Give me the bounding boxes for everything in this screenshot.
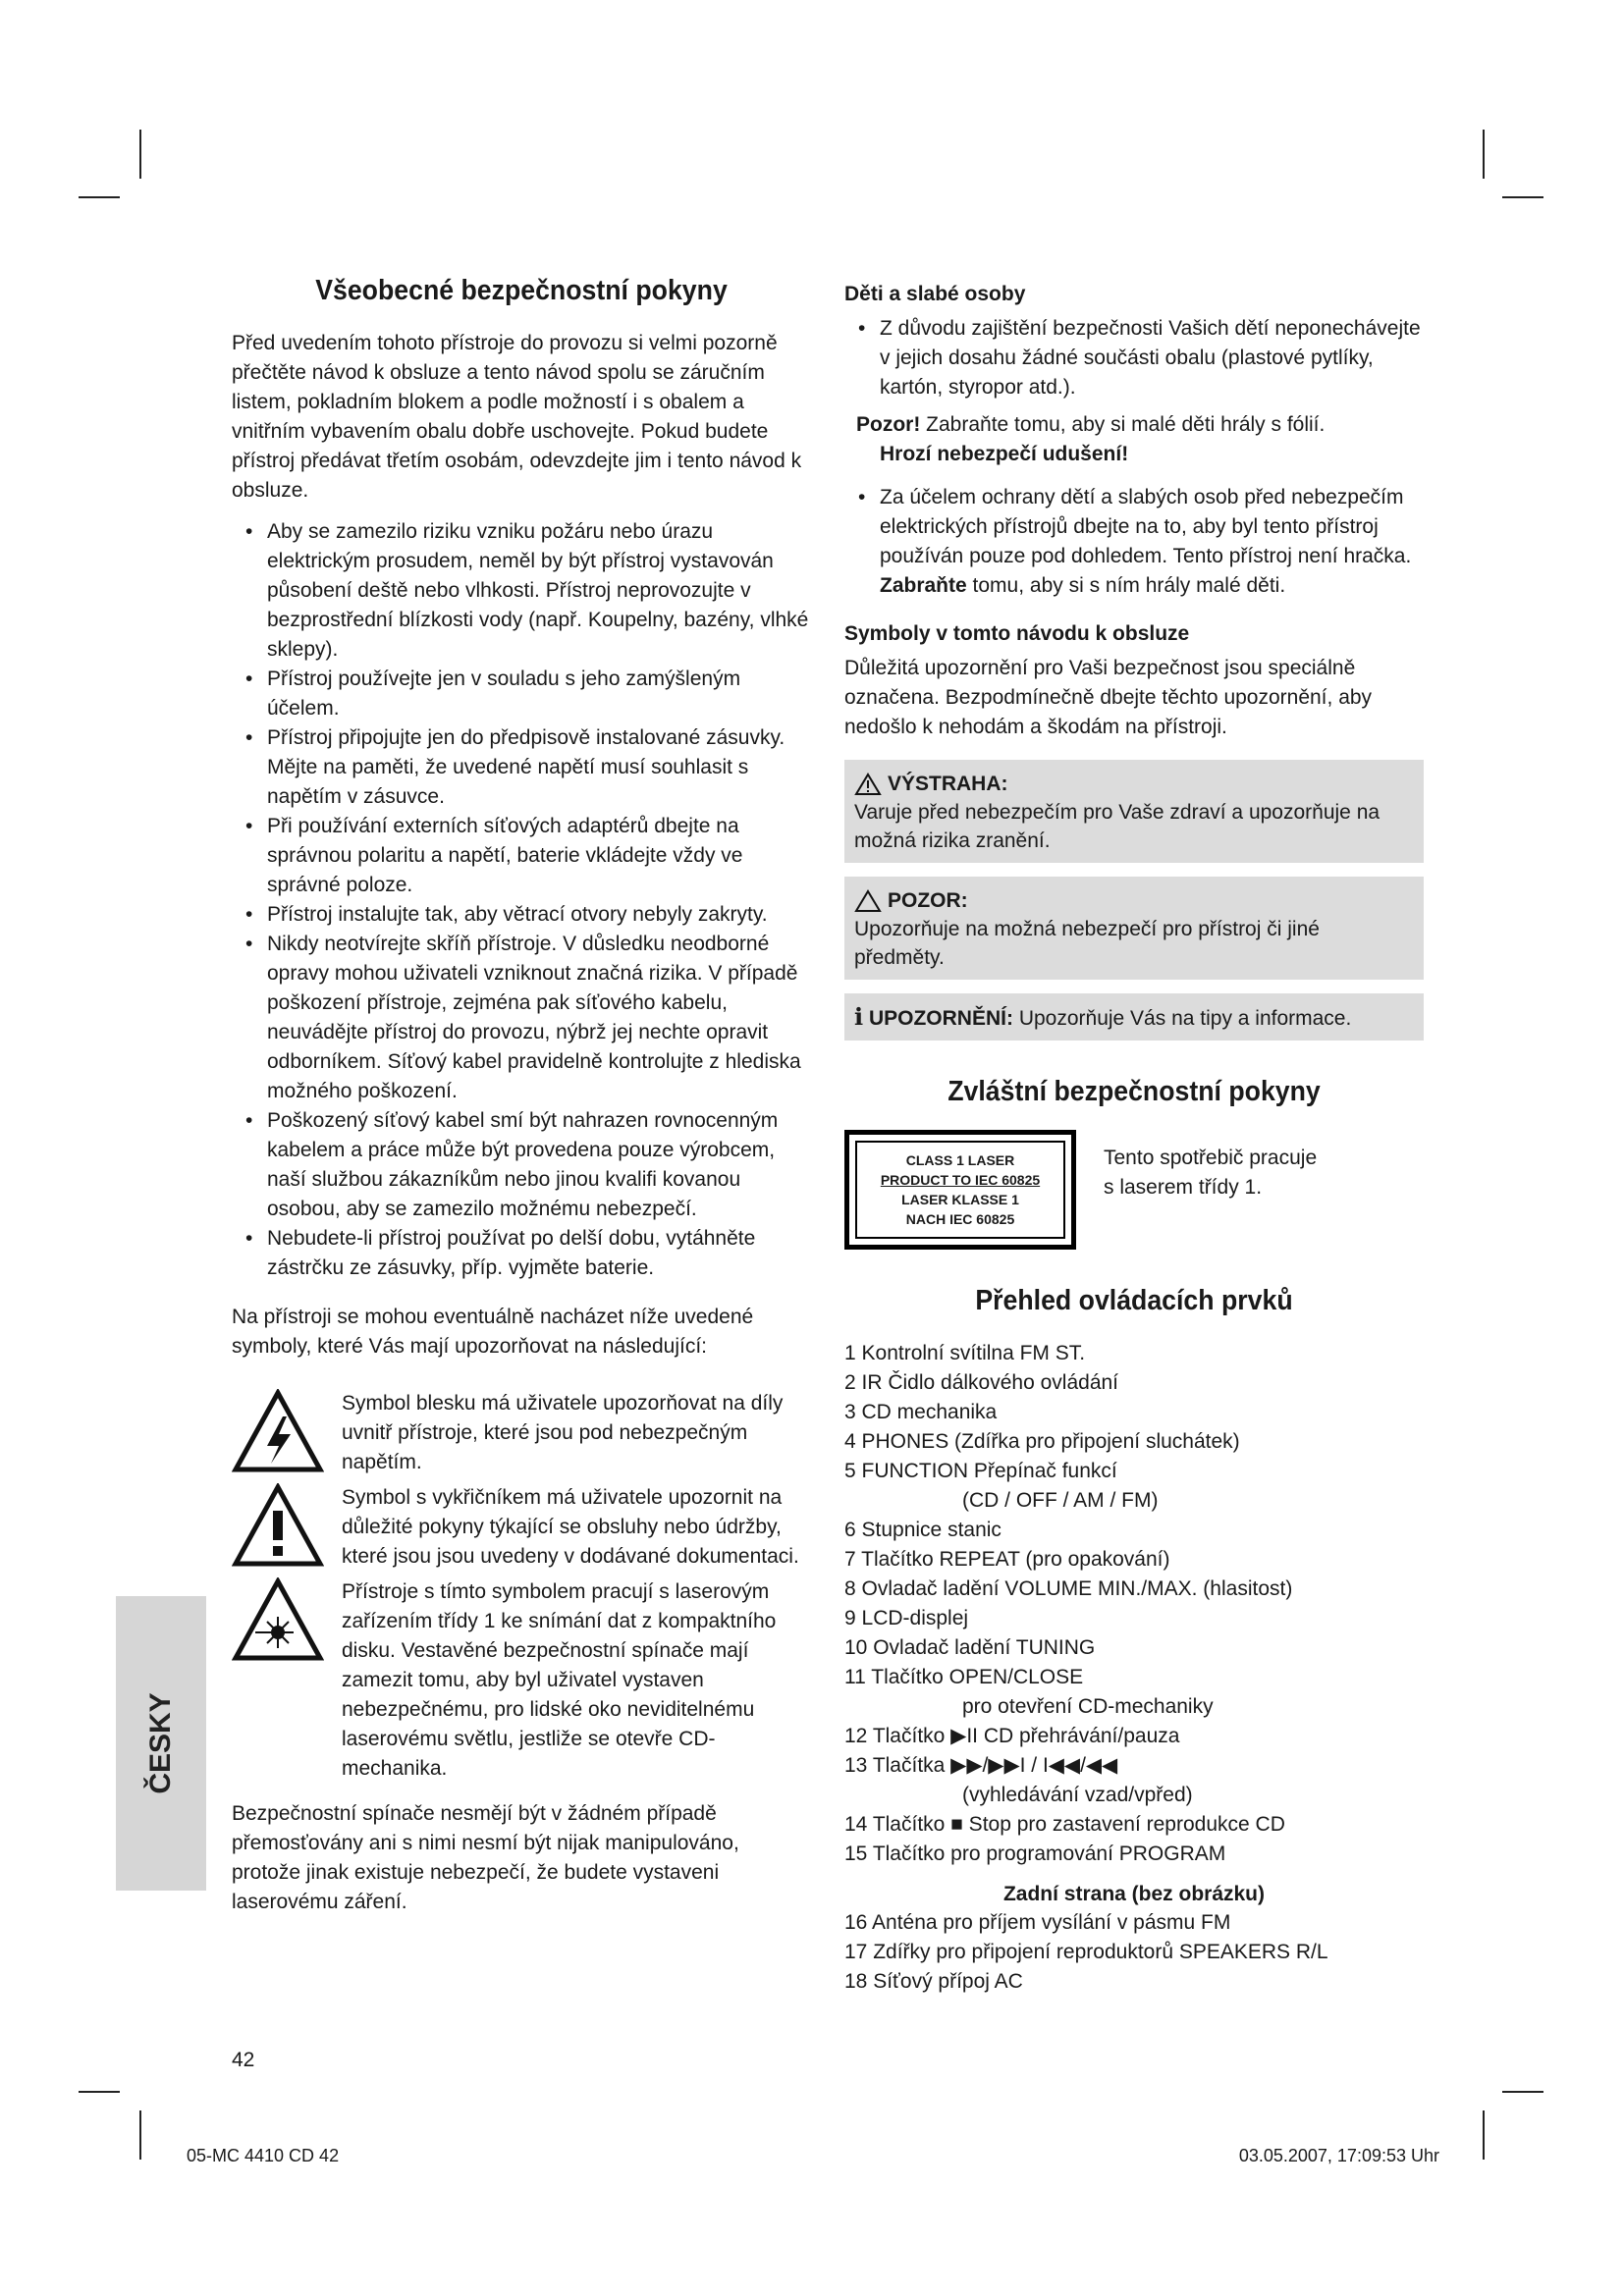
caution-box bbox=[844, 877, 1424, 980]
crop-mark bbox=[1483, 130, 1485, 179]
children-bullets-2 bbox=[844, 483, 1424, 601]
symbol-laser-text: Přístroje s tímto symbolem pracují s laserovým zařízením třídy 1 ke snímání dat z kompaktního disku. Vestavěné bezpečnostní spínače mají zamezit tomu, aby byl uživatel vystaven nebezpečnému, pro lidské oko neviditelnému laserovému světlu, jestliže se otevře CD-mechanika. bbox=[342, 1580, 777, 1780]
list-item: (vyhledávání vzad/vpřed) bbox=[962, 1784, 1193, 1806]
list-item: • Přístroj instalujte tak, aby větrací otvory nebyly zakryty. bbox=[232, 900, 811, 930]
laser-class-row bbox=[844, 1130, 1424, 1250]
caution-head-label: POZOR: bbox=[888, 889, 968, 912]
right-column bbox=[844, 275, 1424, 2010]
children-bullet2-bold: Zabraňte bbox=[880, 574, 967, 597]
list-item: 4 PHONES (Zdířka pro připojení sluchátek) bbox=[844, 1430, 1240, 1453]
list-item: 9 LCD-displej bbox=[844, 1607, 969, 1629]
laser-label-line: PRODUCT TO IEC 60825 bbox=[880, 1172, 1041, 1188]
pozor-note bbox=[856, 410, 1424, 469]
list-item: 3 CD mechanika bbox=[844, 1401, 998, 1423]
list-item: 15 Tlačítko pro programování PROGRAM bbox=[844, 1842, 1226, 1865]
list-item: 2 IR Čidlo dálkového ovládání bbox=[844, 1371, 1119, 1394]
symbol-exclamation-text: Symbol s vykřičníkem má uživatele upozornit na důležité pokyny týkající se obsluhy nebo údržby, které jsou jsou uvedeny v dodávané dokumentaci. bbox=[342, 1486, 799, 1568]
safety-bullet-list bbox=[232, 517, 811, 1283]
laser-warning-icon bbox=[232, 1577, 324, 1662]
crop-mark bbox=[1483, 2110, 1485, 2160]
caution-head bbox=[854, 886, 1414, 915]
warning-text: Varuje před nebezpečím pro Vaše zdraví a upozorňuje na možná rizika zranění. bbox=[854, 801, 1380, 852]
laser-label-line: LASER KLASSE 1 bbox=[901, 1192, 1019, 1207]
caution-triangle-icon bbox=[854, 889, 882, 913]
pozor-label: Pozor! bbox=[856, 413, 921, 436]
general-safety-title: Všeobecné bezpečnostní pokyny bbox=[315, 275, 728, 306]
children-title: Děti a slabé osoby bbox=[844, 283, 1026, 305]
crop-mark bbox=[139, 2110, 141, 2160]
laser-text: Tento spotřebič pracuje s laserem třídy 1. bbox=[1104, 1147, 1318, 1199]
language-tab-label: ČESKY bbox=[144, 1692, 177, 1794]
pozor-bold: Hrozí nebezpečí udušení! bbox=[880, 443, 1129, 465]
children-bullet2-text: Za účelem ochrany dětí a slabých osob před nebezpečím elektrických přístrojů dbejte na to, aby byl tento přístroj používán pouze pod dohledem. Tento přístroj není hračka. bbox=[880, 486, 1412, 567]
list-item: 18 Síťový přípoj AC bbox=[844, 1970, 1023, 1993]
list-item: 11 Tlačítko OPEN/CLOSE bbox=[844, 1666, 1084, 1688]
warning-head-label: VÝSTRAHA: bbox=[888, 773, 1008, 795]
info-icon: ℹ bbox=[854, 1004, 864, 1031]
list-item: 8 Ovladač ladění VOLUME MIN./MAX. (hlasitost) bbox=[844, 1577, 1293, 1600]
page-number: 42 bbox=[232, 2049, 255, 2071]
warning-box bbox=[844, 760, 1424, 863]
crop-mark bbox=[1502, 2091, 1543, 2093]
list-item: • Při používání externích síťových adaptérů dbejte na správnou polaritu a napětí, baterie vkládejte vždy ve správné poloze. bbox=[232, 812, 811, 900]
crop-mark bbox=[79, 2091, 120, 2093]
list-item: (CD / OFF / AM / FM) bbox=[962, 1489, 1159, 1512]
closing-paragraph: Bezpečnostní spínače nesmějí být v žádném případě přemosťovány ani s nimi nesmí být nijak manipulováno, protože jinak existuje nebezpečí, že budete vystaveni laserovému záření. bbox=[232, 1802, 739, 1913]
laser-label-line: NACH IEC 60825 bbox=[905, 1211, 1015, 1227]
children-bullet2-end: tomu, aby si s ním hrály malé děti. bbox=[972, 574, 1286, 597]
list-item: 10 Ovladač ladění TUNING bbox=[844, 1636, 1096, 1659]
list-item: • Přístroj používejte jen v souladu s jeho zamýšleným účelem. bbox=[232, 665, 811, 723]
crop-mark bbox=[1502, 196, 1543, 198]
symbols-text: Důležitá upozornění pro Vaši bezpečnost jsou speciálně označena. Bezpodmínečně dbejte těchto upozornění, aby nedošlo k nehodám a škodám na přístroji. bbox=[844, 657, 1373, 738]
children-bullets bbox=[844, 314, 1424, 402]
language-tab bbox=[116, 1596, 206, 1891]
controls-list bbox=[844, 1339, 1424, 1869]
list-item: 7 Tlačítko REPEAT (pro opakování) bbox=[844, 1548, 1170, 1571]
back-side-title: Zadní strana (bez obrázku) bbox=[1002, 1883, 1266, 1905]
note-box bbox=[844, 993, 1424, 1041]
laser-label-line: CLASS 1 LASER bbox=[905, 1152, 1015, 1168]
pozor-text: Zabraňte tomu, aby si malé děti hrály s fólií. bbox=[926, 413, 1326, 436]
list-item: 6 Stupnice stanic bbox=[844, 1519, 1001, 1541]
warning-triangle-icon bbox=[854, 773, 882, 796]
crop-mark bbox=[139, 130, 141, 179]
symbols-intro: Na přístroji se mohou eventuálně nacházet níže uvedené symboly, které Vás mají upozorňovat na následující: bbox=[232, 1306, 754, 1358]
list-item: • Aby se zamezilo riziku vzniku požáru nebo úrazu elektrickým prosudem, neměl by být přístroj vystavován působení deště nebo vlhkosti. Přístroj neprovozujte v bezprostřední blízkosti vody (např. Koupelny, bazény, vlhké sklepy). bbox=[232, 517, 811, 665]
lightning-warning-icon bbox=[232, 1389, 324, 1473]
caution-text: Upozorňuje na možná nebezpečí pro přístroj či jiné předměty. bbox=[854, 918, 1320, 969]
list-item: • Nebudete-li přístroj používat po delší dobu, vytáhněte zástrčku ze zásuvky, příp. vyjměte baterie. bbox=[232, 1224, 811, 1283]
footer-left: 05-MC 4410 CD 42 bbox=[187, 2146, 340, 2165]
crop-mark bbox=[79, 196, 120, 198]
note-text: Upozorňuje Vás na tipy a informace. bbox=[1018, 1007, 1352, 1030]
list-item: 14 Tlačítko ■ Stop pro zastavení reprodukce CD bbox=[844, 1813, 1285, 1836]
list-item: 5 FUNCTION Přepínač funkcí bbox=[844, 1460, 1117, 1482]
list-item bbox=[844, 483, 1424, 601]
back-items-list bbox=[844, 1908, 1424, 1997]
list-item: 16 Anténa pro příjem vysílání v pásmu FM bbox=[844, 1911, 1231, 1934]
intro-paragraph: Před uvedením tohoto přístroje do provozu si velmi pozorně přečtěte návod k obsluze a tento návod spolu se záručním listem, pokladním blokem a podle možností i s obalem a vnitřním vybavením obalu dobře uschovejte. Pokud budete přístroj předávat třetím osobám, odevzdejte jim i tento návod k obsluze. bbox=[232, 332, 802, 502]
special-safety-title: Zvláštní bezpečnostní pokyny bbox=[947, 1076, 1321, 1107]
list-item: 13 Tlačítka ▶▶/▶▶I / I◀◀/◀◀ bbox=[844, 1754, 1118, 1777]
exclamation-warning-icon bbox=[232, 1483, 324, 1568]
symbol-exclamation-row bbox=[232, 1483, 811, 1572]
symbol-lightning-text: Symbol blesku má uživatele upozorňovat na díly uvnitř přístroje, které jsou pod nebezpečným napětím. bbox=[342, 1392, 784, 1473]
controls-title: Přehled ovládacích prvků bbox=[975, 1285, 1293, 1316]
list-item: • Nikdy neotvírejte skříň přístroje. V důsledku neodborné opravy mohou uživateli vzniknout značná rizika. V případě poškození přístroje, zejména pak síťového kabelu, neuvádějte přístroj do provozu, nýbrž jej nechte opravit odborníkem. Síťový kabel pravidelně kontrolujte z hlediska možného poškození. bbox=[232, 930, 811, 1106]
laser-class-label bbox=[844, 1130, 1076, 1250]
warning-head bbox=[854, 770, 1414, 798]
symbol-lightning-row bbox=[232, 1389, 811, 1477]
list-item: • Přístroj připojujte jen do předpisově instalované zásuvky. Mějte na paměti, že uvedené napětí musí souhlasit s napětím v zásuvce. bbox=[232, 723, 811, 812]
list-item: 1 Kontrolní svítilna FM ST. bbox=[844, 1342, 1086, 1364]
list-item: • Poškozený síťový kabel smí být nahrazen rovnocenným kabelem a práce může být provedena pouze výrobcem, naší službou zákazníkům nebo jinou kvalifi kovanou osobou, aby se zamezilo možnému nebezpečí. bbox=[232, 1106, 811, 1224]
list-item: • Z důvodu zajištění bezpečnosti Vašich dětí neponechávejte v jejich dosahu žádné součásti obalu (plastové pytlíky, kartón, styropor atd.). bbox=[844, 314, 1424, 402]
laser-label-inner bbox=[855, 1141, 1065, 1239]
left-column bbox=[232, 275, 811, 1929]
symbols-title: Symboly v tomto návodu k obsluze bbox=[844, 622, 1190, 645]
list-item: 12 Tlačítko ▶II CD přehrávání/pauza bbox=[844, 1725, 1180, 1747]
symbol-laser-row bbox=[232, 1577, 811, 1784]
note-head: UPOZORNĚNÍ: bbox=[868, 1007, 1013, 1030]
list-item: pro otevření CD-mechaniky bbox=[962, 1695, 1214, 1718]
footer-right: 03.05.2007, 17:09:53 Uhr bbox=[1238, 2146, 1439, 2165]
list-item: 17 Zdířky pro připojení reproduktorů SPEAKERS R/L bbox=[844, 1941, 1328, 1963]
